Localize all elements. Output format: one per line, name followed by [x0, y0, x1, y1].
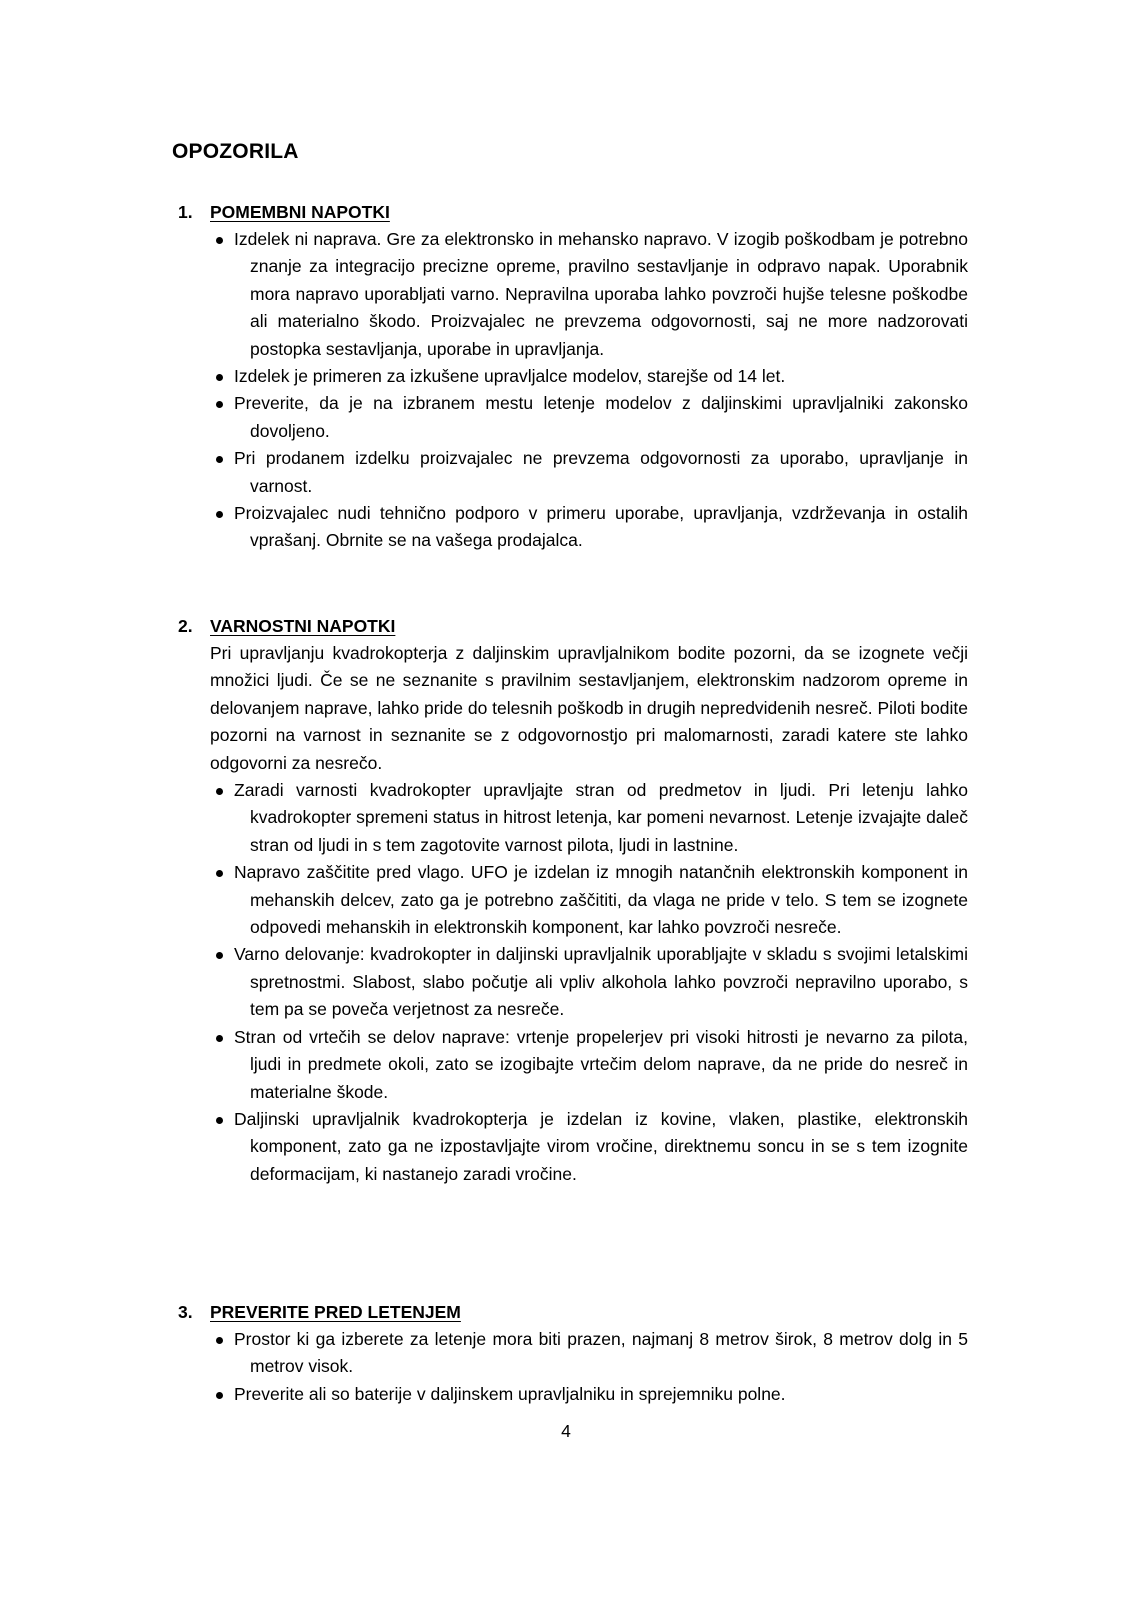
bullet-icon	[216, 1117, 223, 1124]
bullet-list	[178, 777, 968, 1188]
section-important-notes	[178, 198, 968, 555]
section-heading	[178, 198, 968, 226]
list-item-text: Preverite, da je na izbranem mestu letenje modelov z daljinskimi upravljalniki zakonsko dovoljeno.	[234, 393, 968, 441]
list-item	[178, 1024, 968, 1106]
bullet-icon	[216, 788, 223, 795]
list-item	[178, 390, 968, 445]
section-number: 2.	[178, 616, 193, 636]
list-item	[178, 941, 968, 1023]
list-item-text: Izdelek ni naprava. Gre za elektronsko in mehansko napravo. V izogib poškodbam je potrebno znanje za integracijo precizne opreme, pravilno sestavljanje in odpravo napak. Uporabnik mora napravo uporabljati varno. Nepravilna uporaba lahko povzroči hujše telesne poškodbe ali materialno škodo. Proizvajalec ne prevzema odgovornosti, saj ne more nadzorovati postopka sestavljanja, uporabe in upravljanja.	[234, 229, 968, 359]
list-item-text: Zaradi varnosti kvadrokopter upravljajte stran od predmetov in ljudi. Pri letenju lahko kvadrokopter spremeni status in hitrost letenja, kar pomeni nevarnost. Letenje izvajajte daleč stran od ljudi in s tem zagotovite varnost pilota, ljudi in lastnine.	[234, 780, 968, 855]
list-item	[178, 1326, 968, 1381]
bullet-list	[178, 1326, 968, 1408]
bullet-icon	[216, 1392, 223, 1399]
section-safety-notes	[178, 612, 968, 1188]
bullet-icon	[216, 401, 223, 408]
bullet-icon	[216, 237, 223, 244]
section-heading-text: PREVERITE PRED LETENJEM	[210, 1302, 461, 1322]
list-item	[178, 445, 968, 500]
list-item-text: Prostor ki ga izberete za letenje mora biti prazen, najmanj 8 metrov širok, 8 metrov dolg in 5 metrov visok.	[234, 1329, 968, 1377]
section-heading-text: VARNOSTNI NAPOTKI	[210, 616, 396, 636]
page-title: OPOZORILA	[172, 140, 299, 163]
list-item-text: Varno delovanje: kvadrokopter in daljinski upravljalnik uporabljajte v skladu s svojimi letalskimi spretnostmi. Slabost, slabo počutje ali vpliv alkohola lahko povzroči nepravilno uporabo, s tem pa se poveča verjetnost za nesreče.	[234, 944, 968, 1020]
section-number: 3.	[178, 1302, 193, 1322]
page-number: 4	[561, 1421, 571, 1441]
bullet-icon	[216, 870, 223, 877]
section-heading	[178, 1298, 968, 1326]
list-item-text: Proizvajalec nudi tehnično podporo v primeru uporabe, upravljanja, vzdrževanja in ostalih vprašanj. Obrnite se na vašega prodajalca.	[234, 503, 968, 551]
bullet-icon	[216, 374, 223, 381]
list-item	[178, 226, 968, 363]
bullet-list	[178, 226, 968, 555]
list-item-text: Izdelek je primeren za izkušene upravljalce modelov, starejše od 14 let.	[234, 366, 786, 387]
list-item	[178, 777, 968, 859]
list-item-text: Daljinski upravljalnik kvadrokopterja je izdelan iz kovine, vlaken, plastike, elektronskih komponent, zato ga ne izpostavljajte virom vročine, direktnemu soncu in se s tem izognite deformacijam, ki nastanejo zaradi vročine.	[234, 1108, 968, 1184]
section-preflight-check	[178, 1298, 968, 1408]
list-item	[178, 500, 968, 555]
bullet-icon	[216, 952, 223, 959]
list-item-text: Napravo zaščitite pred vlago. UFO je izdelan iz mnogih natančnih elektronskih komponent in mehanskih delcev, zato ga je potrebno zaščititi, da vlaga ne pride v telo. S tem se izognete odpovedi mehanskih in elektronskih komponent, kar lahko povzroči nesreče.	[234, 862, 968, 938]
list-item	[178, 1106, 968, 1188]
list-item	[178, 363, 968, 390]
section-heading-text: POMEMBNI NAPOTKI	[210, 202, 390, 222]
list-item-text: Preverite ali so baterije v daljinskem upravljalniku in sprejemniku polne.	[234, 1383, 786, 1404]
bullet-icon	[216, 456, 223, 463]
list-item	[178, 1381, 968, 1408]
list-item-text: Pri prodanem izdelku proizvajalec ne prevzema odgovornosti za uporabo, upravljanje in varnost.	[234, 448, 968, 496]
section-intro-paragraph: Pri upravljanju kvadrokopterja z daljinskim upravljalnikom bodite pozorni, da se izognete večji množici ljudi. Če se ne seznanite s pravilnim sestavljanjem, elektronskim nadzorom opreme in delovanjem naprave, lahko pride do telesnih poškodb in drugih nepredvidenih nesreč. Piloti bodite pozorni na varnost in seznanite se z odgovornostjo pri malomarnosti, zaradi katere ste lahko odgovorni za nesrečo.	[210, 643, 968, 773]
section-heading	[178, 612, 968, 640]
section-number: 1.	[178, 202, 193, 222]
bullet-icon	[216, 511, 223, 518]
list-item-text: Stran od vrtečih se delov naprave: vrtenje propelerjev pri visoki hitrosti je nevarno za pilota, ljudi in predmete okoli, zato se izogibajte vrtečim delom naprave, da ne pride do nesreč in materialne škode.	[234, 1026, 968, 1102]
list-item	[178, 859, 968, 941]
bullet-icon	[216, 1337, 223, 1344]
bullet-icon	[216, 1035, 223, 1042]
